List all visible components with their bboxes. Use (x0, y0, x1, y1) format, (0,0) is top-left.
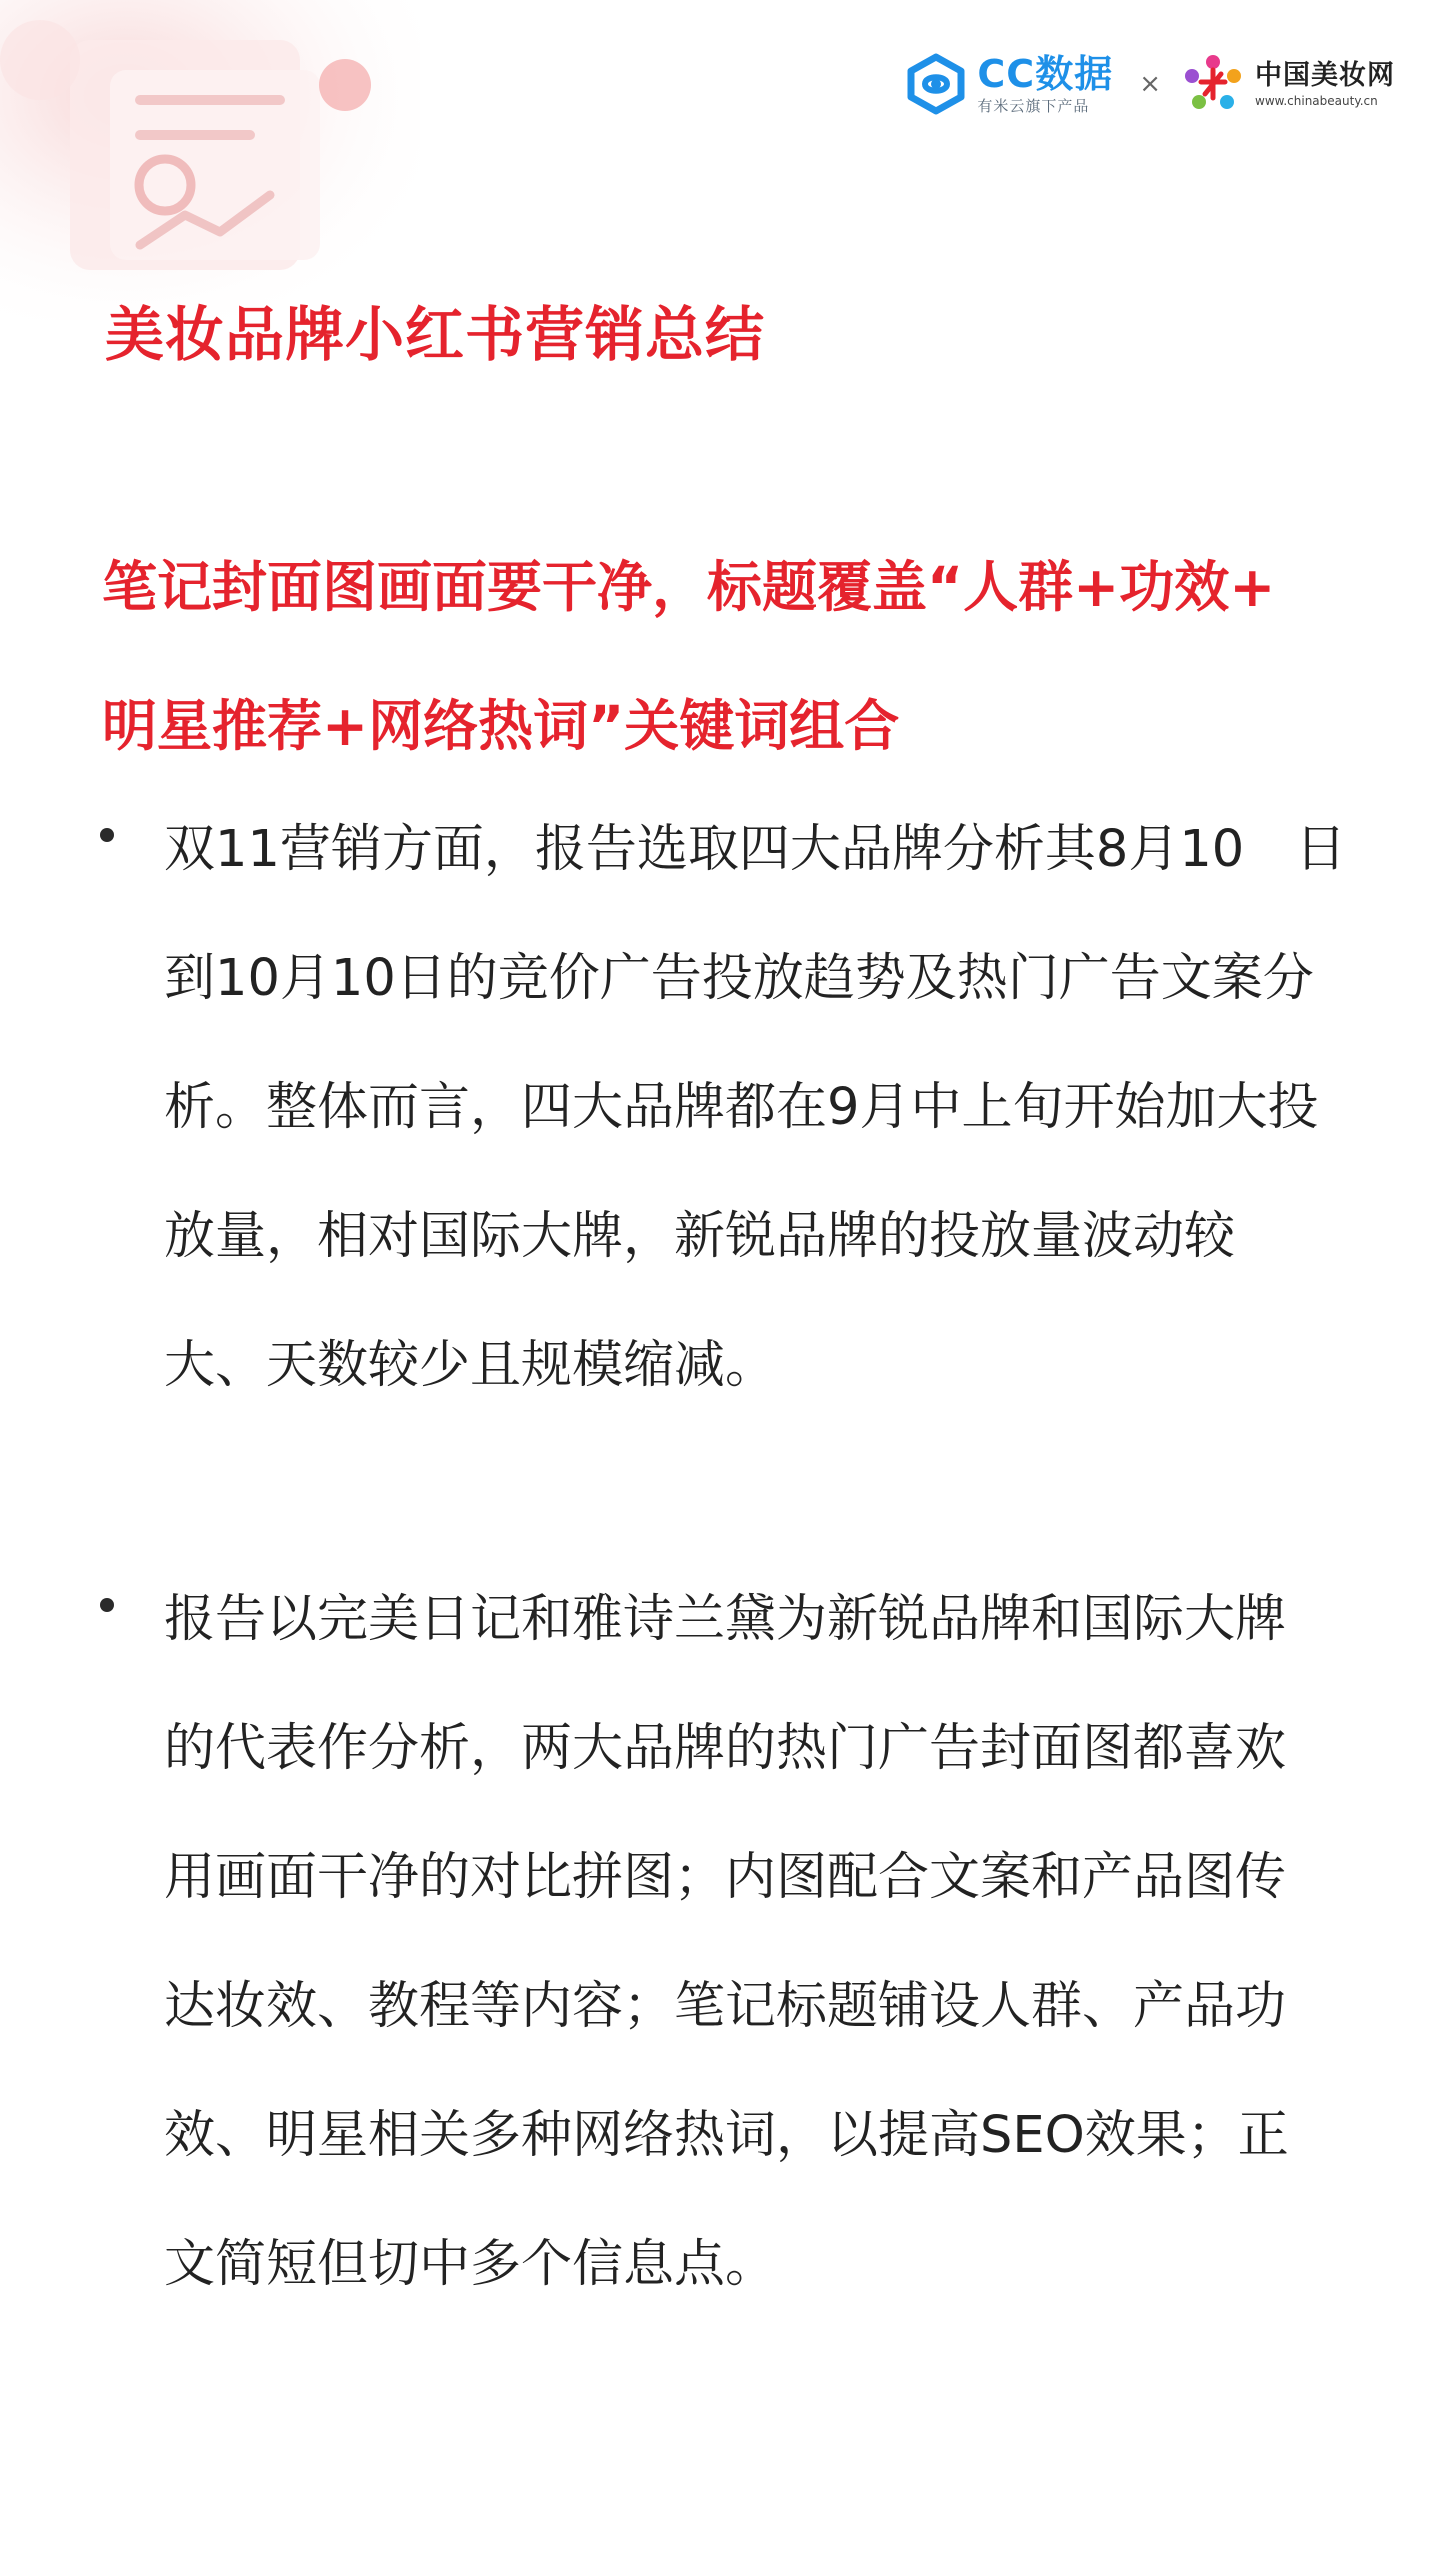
bullet-line: 到10月10日的竞价广告投放趋势及热门广告文案分 (164, 949, 1314, 1008)
bullet-line: 放量，相对国际大牌，新锐品牌的投放量波动较 (164, 1207, 1236, 1266)
bullet-paragraph (100, 785, 1400, 1430)
bullet-paragraph (100, 1555, 1400, 2329)
cc-data-logo-icon (905, 53, 967, 115)
subtitle-line: 笔记封面图画面要干净，标题覆盖“人群+功效+ (102, 555, 1276, 619)
bullet-line: 析。整体而言，四大品牌都在9月中上旬开始加大投 (164, 1078, 1319, 1137)
bullet-line: 用画面干净的对比拼图；内图配合文案和产品图传 (164, 1848, 1287, 1907)
page-title: 美妆品牌小红书营销总结 (105, 300, 766, 369)
chinabeauty-url: www.chinabeauty.cn (1255, 93, 1378, 108)
bullet-item (100, 785, 1400, 1430)
cc-data-name: CC数据 (977, 51, 1114, 96)
section-subtitle (102, 518, 1382, 796)
bullet-dot-icon (100, 1598, 114, 1612)
bullet-line: 文简短但切中多个信息点。 (164, 2235, 777, 2294)
chinabeauty-logo (1181, 52, 1395, 116)
chinabeauty-name: 中国美妆网 (1255, 59, 1395, 91)
bullet-line: 效、明星相关多种网络热词，以提高SEO效果；正 (164, 2106, 1289, 2165)
subtitle-line: 明星推荐+网络热词”关键词组合 (102, 694, 900, 758)
cc-data-logo (905, 53, 1113, 115)
bullet-line: 的代表作分析，两大品牌的热门广告封面图都喜欢 (164, 1719, 1287, 1778)
logo-separator: × (1139, 69, 1161, 99)
report-illustration-icon (0, 0, 420, 320)
chinabeauty-logo-icon (1181, 52, 1245, 116)
bullet-line: 双11营销方面，报告选取四大品牌分析其8月10 日 (164, 820, 1347, 879)
bullet-line: 大、天数较少且规模缩减。 (164, 1336, 777, 1395)
bullet-line: 达妆效、教程等内容；笔记标题铺设人群、产品功 (164, 1977, 1287, 2036)
cc-data-tagline: 有米云旗下产品 (977, 96, 1090, 115)
bullet-line: 报告以完美日记和雅诗兰黛为新锐品牌和国际大牌 (164, 1590, 1287, 1649)
bullet-dot-icon (100, 828, 114, 842)
header-logos (905, 44, 1395, 124)
bullet-item (100, 1555, 1400, 2329)
